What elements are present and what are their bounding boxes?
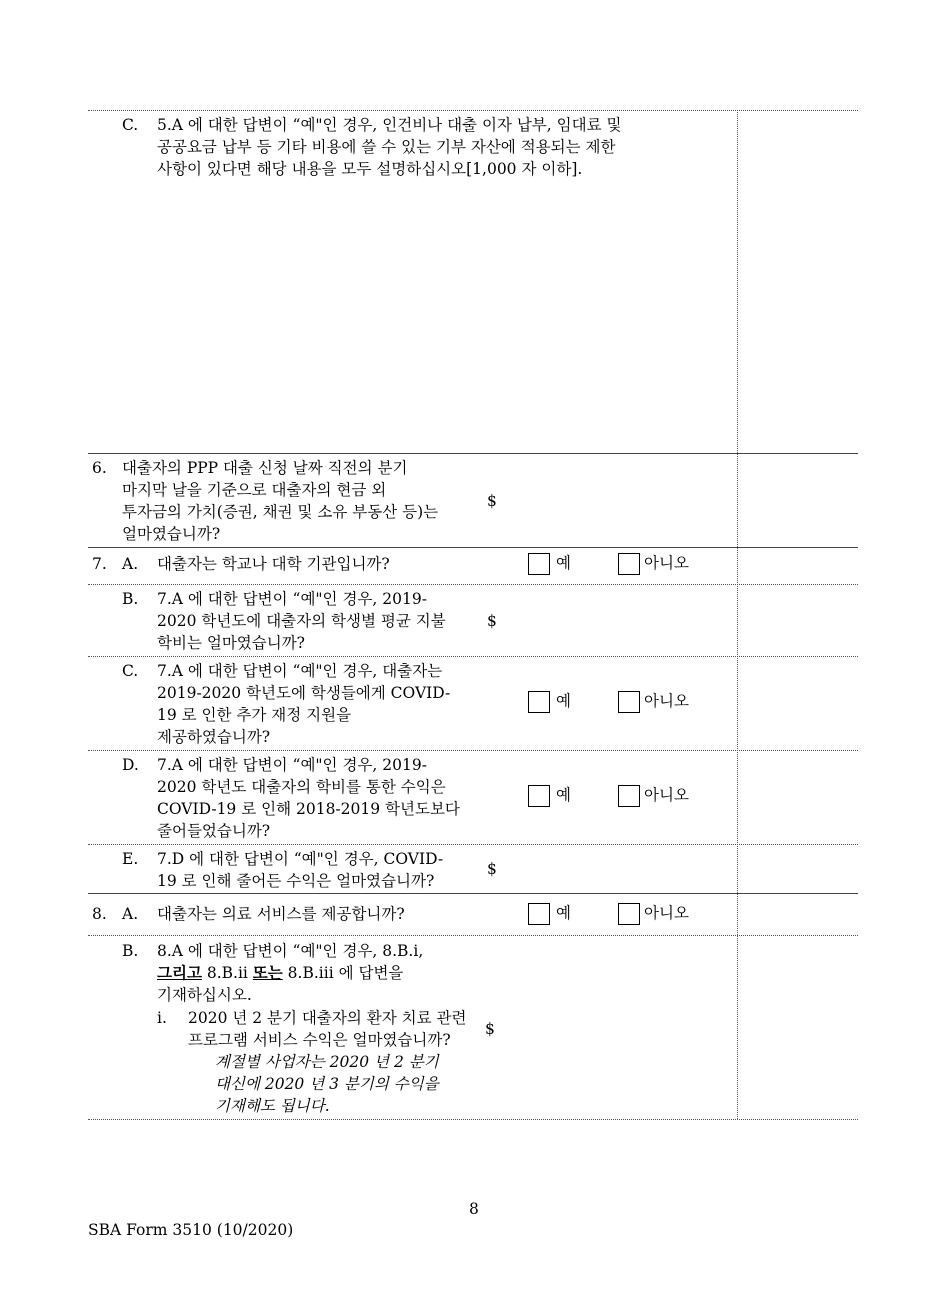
q7b-line-2: 2020 학년도에 대출자의 학생별 평균 지불 [157, 612, 446, 630]
q8bi-marker: i. [157, 1009, 167, 1027]
q8bi-line-2: 프로그램 서비스 수익은 얼마였습니까? [188, 1031, 451, 1049]
rule-q7d-top [88, 750, 858, 751]
q8a-no-checkbox[interactable] [618, 903, 640, 925]
rule-q7c-top [88, 656, 858, 657]
q8b-marker: B. [122, 942, 139, 960]
rule-q8b-top [88, 935, 858, 936]
q8b-line-2-mid: 8.B.ii [201, 964, 253, 982]
q7d-no-checkbox[interactable] [618, 785, 640, 807]
q6-line-1: 대출자의 PPP 대출 신청 날짜 직전의 분기 [122, 459, 408, 477]
q7c-yes-checkbox[interactable] [528, 691, 550, 713]
q7d-yes-label: 예 [556, 786, 571, 804]
q8bi-note-3: 기재해도 됩니다. [215, 1097, 330, 1115]
q8b-line-2-end: 8.B.iii 에 답변을 [282, 964, 404, 982]
rule-q7e-top [88, 844, 858, 845]
q6-line-3: 투자금의 가치(증권, 채권 및 소유 부동산 등)는 [122, 503, 439, 521]
q5c-line-1: 5.A 에 대한 답변이 “예"인 경우, 인건비나 대출 이자 납부, 임대료 및 [157, 116, 622, 134]
q7a-yes-checkbox[interactable] [528, 553, 550, 575]
rule-q7-top [88, 547, 858, 548]
q8a-yes-checkbox[interactable] [528, 903, 550, 925]
q7a-no-label: 아니오 [644, 554, 689, 572]
q5c-line-2: 공공요금 납부 등 기타 비용에 쓸 수 있는 기부 자산에 적용되는 제한 [157, 138, 616, 156]
q7e-line-1: 7.D 에 대한 답변이 “예"인 경우, COVID- [157, 850, 444, 868]
q7c-yes-label: 예 [556, 692, 571, 710]
q8b-line-3: 기재하십시오. [157, 986, 252, 1004]
q7c-line-3: 19 로 인한 추가 재정 지원을 [157, 706, 352, 724]
q7b-line-3: 학비는 얼마였습니까? [157, 634, 305, 652]
q5c-marker: C. [122, 116, 139, 134]
q7d-yes-checkbox[interactable] [528, 785, 550, 807]
q7b-currency: $ [487, 612, 497, 630]
q7c-line-1: 7.A 에 대한 답변이 “예"인 경우, 대출자는 [157, 662, 443, 680]
q7e-amount-field[interactable] [500, 850, 730, 880]
q7d-marker: D. [122, 756, 139, 774]
q8b-and-emphasis: 그리고 [157, 963, 202, 982]
q8bi-currency: $ [485, 1020, 495, 1038]
q5c-line-3: 사항이 있다면 해당 내용을 모두 설명하십시오[1,000 자 이하]. [157, 160, 583, 178]
q7a-question: 대출자는 학교나 대학 기관입니까? [157, 555, 390, 573]
q8b-line-2 [157, 962, 403, 985]
rule-bottom [88, 1119, 858, 1120]
form-identifier: SBA Form 3510 (10/2020) [88, 1221, 294, 1239]
q7-number: 7. [92, 555, 107, 573]
q8a-question: 대출자는 의료 서비스를 제공합니까? [157, 905, 405, 923]
q6-number: 6. [92, 459, 107, 477]
q7c-marker: C. [122, 662, 139, 680]
q7c-no-checkbox[interactable] [618, 691, 640, 713]
q6-currency: $ [487, 492, 497, 510]
q7e-marker: E. [122, 850, 139, 868]
q5c-answer-area[interactable] [738, 111, 858, 453]
q7a-no-checkbox[interactable] [618, 553, 640, 575]
q8b-line-1: 8.A 에 대한 답변이 “예"인 경우, 8.B.i, [157, 942, 424, 960]
q8-number: 8. [92, 905, 107, 923]
q8bi-line-1: 2020 년 2 분기 대출자의 환자 치료 관련 [188, 1009, 467, 1027]
rule-q8-top [88, 893, 858, 894]
q6-line-4: 얼마였습니까? [122, 525, 221, 543]
q7e-currency: $ [487, 860, 497, 878]
q7d-line-2: 2020 학년도 대출자의 학비를 통한 수익은 [157, 778, 446, 796]
q8a-marker: A. [122, 905, 139, 923]
q7c-line-2: 2019-2020 학년도에 학생들에게 COVID- [157, 684, 451, 702]
q7c-no-label: 아니오 [644, 692, 689, 710]
q8b-or-emphasis: 또는 [252, 963, 283, 982]
q8bi-amount-field[interactable] [500, 1012, 730, 1042]
rule-q7b-top [88, 584, 858, 585]
q7b-amount-field[interactable] [500, 600, 730, 630]
q6-line-2: 마지막 날을 기준으로 대출자의 현금 외 [122, 481, 387, 499]
q7c-line-4: 제공하였습니까? [157, 728, 271, 746]
q6-amount-field[interactable] [500, 480, 730, 510]
q7d-line-4: 줄어들었습니까? [157, 822, 271, 840]
q7a-marker: A. [122, 555, 139, 573]
q8a-yes-label: 예 [556, 904, 571, 922]
q7b-marker: B. [122, 590, 139, 608]
q8bi-note-2: 대신에 2020 년 3 분기의 수익을 [215, 1075, 439, 1093]
q8bi-note-1: 계절별 사업자는 2020 년 2 분기 [215, 1053, 439, 1071]
q7a-yes-label: 예 [556, 554, 571, 572]
q7e-line-2: 19 로 인해 줄어든 수익은 얼마였습니까? [157, 872, 435, 890]
page-number: 8 [469, 1200, 479, 1218]
rule-q6-top [88, 453, 858, 454]
q7b-line-1: 7.A 에 대한 답변이 “예"인 경우, 2019- [157, 590, 427, 608]
q7d-line-3: COVID-19 로 인해 2018-2019 학년도보다 [157, 800, 460, 818]
q7d-line-1: 7.A 에 대한 답변이 “예"인 경우, 2019- [157, 756, 427, 774]
q7d-no-label: 아니오 [644, 786, 689, 804]
q8a-no-label: 아니오 [644, 904, 689, 922]
